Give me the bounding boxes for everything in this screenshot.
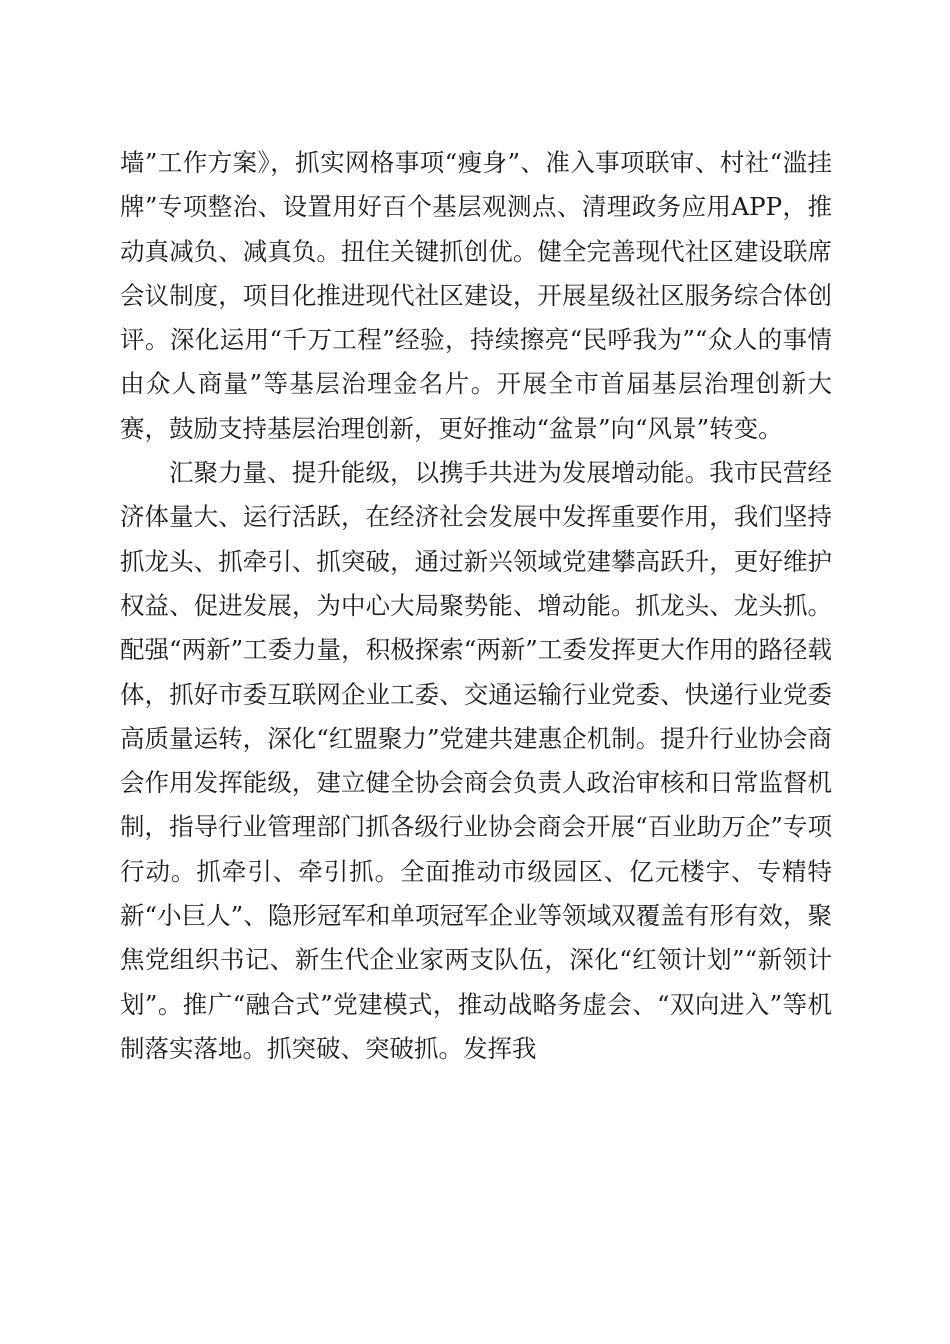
paragraph-continued: 墙”工作方案》，抓实网格事项“瘦身”、准入事项联审、村社“滥挂牌”专项整治、设置用好百个基层观测点、清理政务应用APP，推动真减负、减真负。扭住关键抓创优。健全完善现代社区建设联席会议制度，项目化推进现代社区建设，开展星级社区服务综合体创评。深化运用“千万工程”经验，持续擦亮“民呼我为”“众人的事情由众人商量”等基层治理金名片。开展全市首届基层治理创新大赛，鼓励支持基层治理创新，更好推动“盆景”向“风景”转变。: [120, 148, 832, 443]
paragraph-private-economy: 汇聚力量、提升能级，以携手共进为发展增动能。我市民营经济体量大、运行活跃，在经济社会发展中发挥重要作用，我们坚持抓龙头、抓牵引、抓突破，通过新兴领域党建攀高跃升，更好维护权益、促进发展，为中心大局聚势能、增动能。抓龙头、龙头抓。配强“两新”工委力量，积极探索“两新”工委发挥更大作用的路径载体，抓好市委互联网企业工委、交通运输行业党委、快递行业党委高质量运转，深化“红盟聚力”党建共建惠企机制。提升行业协会商会作用发挥能级，建立健全协会商会负责人政治审核和日常监督机制，指导行业管理部门抓各级行业协会商会开展“百业助万企”专项行动。抓牵引、牵引抓。全面推动市级园区、亿元楼宇、专精特新“小巨人”、隐形冠军和单项冠军企业等领域双覆盖有形有效，聚焦党组织书记、新生代企业家两支队伍，深化“红领计划”“新领计划”。推广“融合式”党建模式，推动战略务虚会、“双向进入”等机制落实落地。抓突破、突破抓。发挥我: [120, 458, 832, 1063]
document-body: [120, 141, 832, 1071]
